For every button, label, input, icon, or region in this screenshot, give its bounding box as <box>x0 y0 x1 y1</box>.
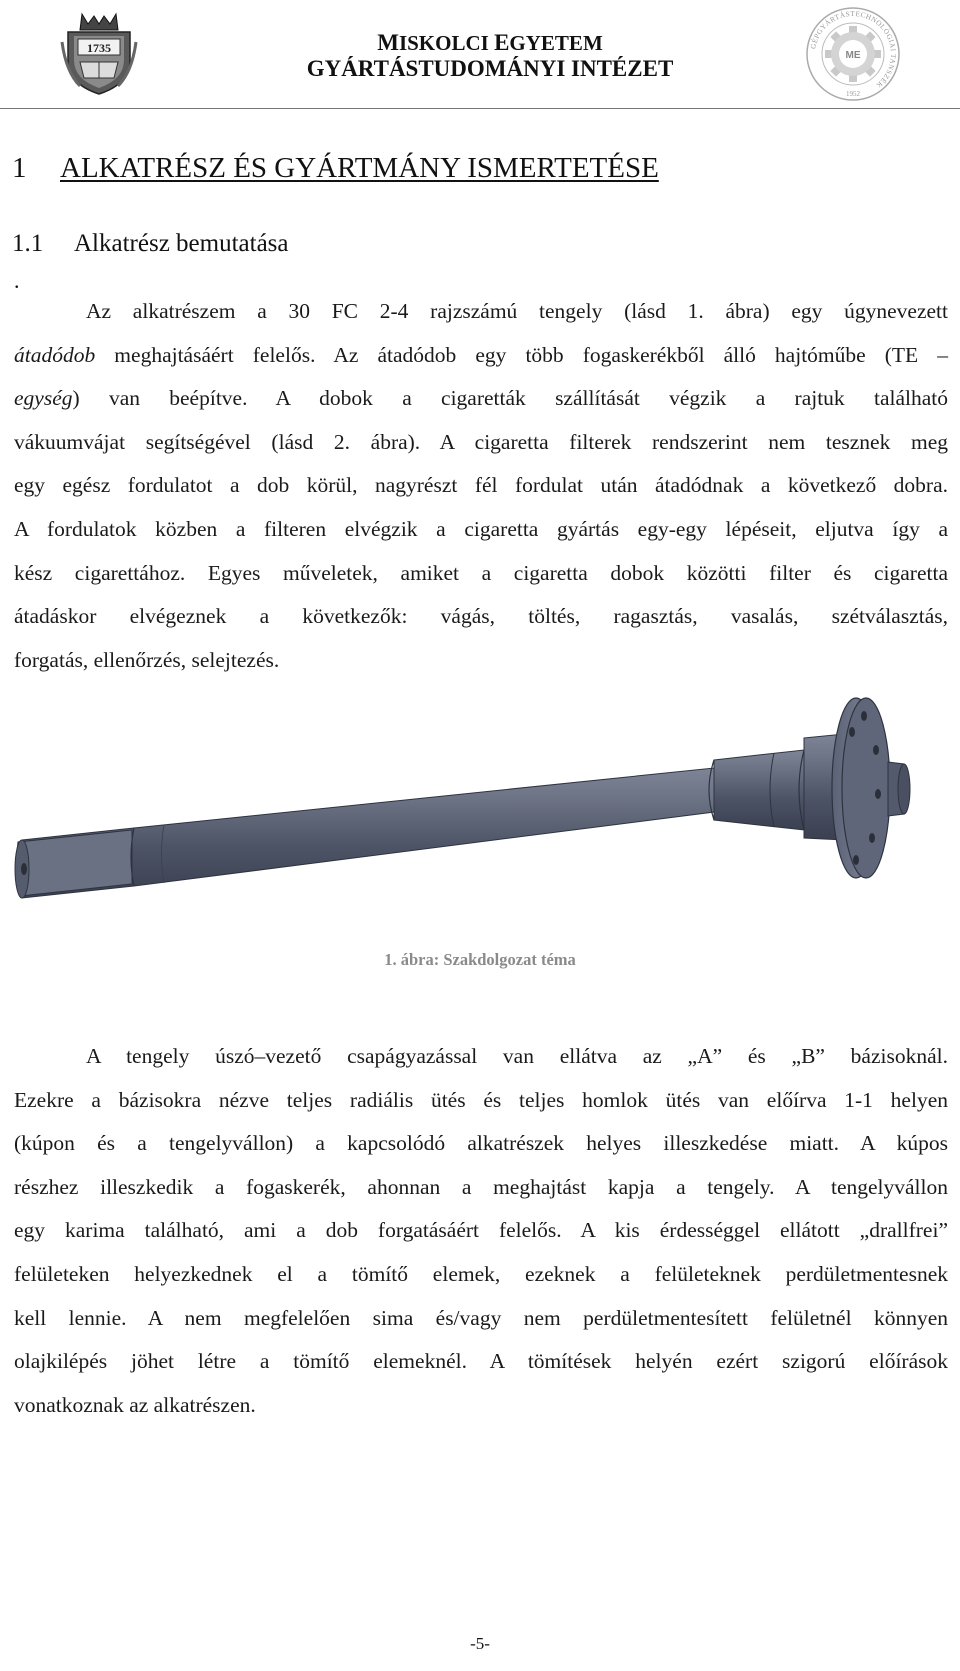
paragraph-bearing <box>14 1035 948 1427</box>
section-title: ALKATRÉSZ ÉS GYÁRTMÁNY ISMERTETÉSE <box>60 152 659 184</box>
shaft-3d-illustration <box>14 690 948 920</box>
paragraph-line: egy egész fordulatot a dob körül, nagyrészt fél fordulat után átadódnak a következő dobra. <box>14 473 948 498</box>
paragraph-line: A tengely úszó–vezető csapágyazással van ellátva az „A” és „B” bázisoknál. <box>86 1044 948 1068</box>
page-header <box>0 0 960 109</box>
page-number: -5- <box>470 1634 490 1653</box>
paragraph-line: átadáskor elvégeznek a következők: vágás, töltés, ragasztás, vasalás, szétválasztás, <box>14 604 948 629</box>
university-crest-logo <box>60 12 138 96</box>
section-number: 1 <box>12 152 27 184</box>
paragraph-line: Ezekre a bázisokra nézve teljes radiális ütés és teljes homlok ütés van előírva 1-1 helyen <box>14 1087 948 1112</box>
paragraph-line: kész cigarettához. Egyes műveletek, amiket a cigaretta dobok közötti filter és cigaretta <box>14 560 948 585</box>
subsection-number: 1.1 <box>12 230 44 257</box>
paragraph-line: átadódob meghajtásáért felelős. Az átadódob egy több fogaskerékből álló hajtóműbe (TE – <box>14 342 948 367</box>
seal-year: 1952 <box>846 90 860 98</box>
paragraph-line: vákuumvájat segítségével (lásd 2. ábra). A cigaretta filterek rendszerint nem tesznek meg <box>14 429 948 454</box>
figure-caption: 1. ábra: Szakdolgozat téma <box>384 950 576 969</box>
paragraph-line: egység) van beépítve. A dobok a cigaretták szállítását végzik a rajtuk található <box>14 386 948 411</box>
crest-year: 1735 <box>87 41 111 55</box>
stray-dot: . <box>14 268 20 293</box>
seal-mark: ME <box>845 50 861 61</box>
subsection-title: Alkatrész bemutatása <box>74 230 289 257</box>
paragraph-line: egy karima található, ami a dob forgatásáért felelős. A kis érdességgel ellátott „drallfrei” <box>14 1218 948 1243</box>
paragraph-line: forgatás, ellenőrzés, selejtezés. <box>14 647 280 672</box>
paragraph-line: (kúpon és a tengelyvállon) a kapcsolódó alkatrészek helyes illeszkedése miatt. A kúpos <box>14 1131 948 1156</box>
university-name: MISKOLCI EGYETEM <box>377 30 603 55</box>
paragraph-line: A fordulatok közben a filteren elvégzik a cigaretta gyártás egy-egy lépéseit, eljutva így a <box>14 516 948 541</box>
paragraph-line: vonatkoznak az alkatrészen. <box>14 1392 256 1417</box>
seal-ring-text: GÉPGYÁRTÁSTECHNOLÓGIAI TANSZÉK <box>809 9 898 90</box>
paragraph-line: Az alkatrészem a 30 FC 2-4 rajzszámú tengely (lásd 1. ábra) egy úgynevezett <box>86 299 948 323</box>
paragraph-line: kell lennie. A nem megfelelően sima és/vagy nem perdületmentesített felületnél könnyen <box>14 1305 948 1330</box>
section-heading <box>12 152 659 185</box>
paragraph-line: részhez illeszkedik a fogaskerék, ahonnan a meghajtást kapja a tengely. A tengelyvállon <box>14 1174 948 1199</box>
department-seal-logo <box>805 6 901 102</box>
subsection-heading <box>12 230 289 258</box>
paragraph-line: olajkilépés jöhet létre a tömítő elemeknél. A tömítések helyén ezért szigorú előírások <box>14 1349 948 1374</box>
paragraph-intro <box>14 290 948 682</box>
institute-name: GYÁRTÁSTUDOMÁNYI INTÉZET <box>306 56 674 81</box>
paragraph-line: felületeken helyezkednek el a tömítő elemek, ezeknek a felületeknek perdületmentesnek <box>14 1261 948 1286</box>
